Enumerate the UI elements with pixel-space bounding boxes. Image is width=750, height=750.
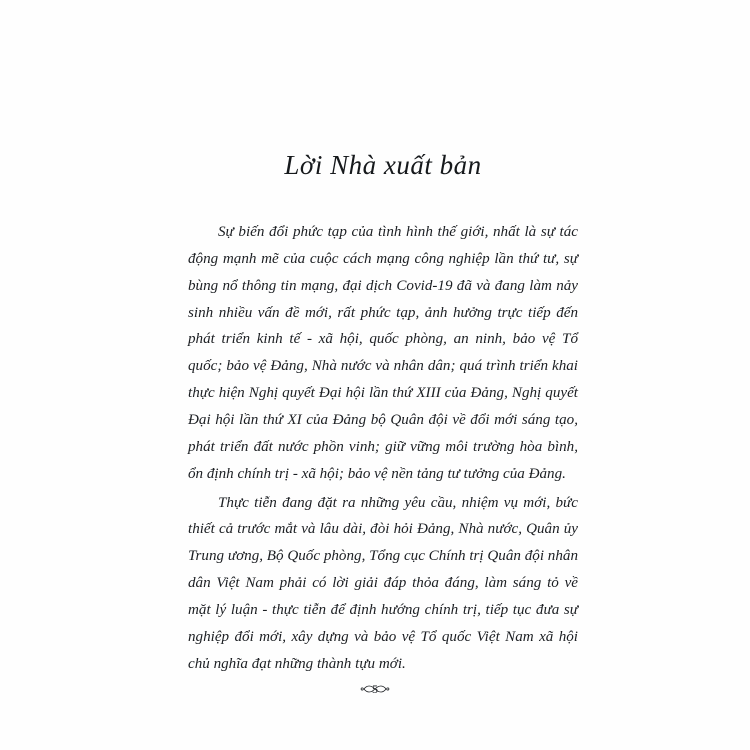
paragraph: Sự biến đổi phức tạp của tình hình thế giới, nhất là sự tác động mạnh mẽ của cuộc cách mạng công nghiệp lần thứ tư, sự bùng nổ thông tin mạng, đại dịch Covid-19 đã và đang làm nảy sinh nhiều vấn đề mới, rất phức tạp, ảnh hưởng trực tiếp đến phát triển kinh tế - xã hội, quốc phòng, an ninh, bảo vệ Tổ quốc; bảo vệ Đảng, Nhà nước và nhân dân; quá trình triển khai thực hiện Nghị quyết Đại hội lần thứ XIII của Đảng, Nghị quyết Đại hội lần thứ XI của Đảng bộ Quân đội về đổi mới sáng tạo, phát triển đất nước phồn vinh; giữ vững môi trường hòa bình, ổn định chính trị - xã hội; bảo vệ nền tảng tư tưởng của Đảng. (188, 224, 578, 482)
page-content (188, 150, 578, 678)
page-number-badge (360, 676, 390, 702)
page-title: Lời Nhà xuất bản (284, 150, 482, 180)
paragraph: Thực tiễn đang đặt ra những yêu cầu, nhiệm vụ mới, bức thiết cả trước mắt và lâu dài, đòi hỏi Đảng, Nhà nước, Quân ủy Trung ương, Bộ Quốc phòng, Tổng cục Chính trị Quân đội nhân dân Việt Nam phải có lời giải đáp thỏa đáng, làm sáng tỏ về mặt lý luận - thực tiễn để định hướng chính trị, tiếp tục đưa sự nghiệp đổi mới, xây dựng và bảo vệ Tổ quốc Việt Nam xã hội chủ nghĩa đạt những thành tựu mới. (188, 494, 578, 672)
body-text (188, 219, 578, 678)
page-footer (0, 676, 750, 702)
page-number-value: 5 (372, 681, 378, 696)
